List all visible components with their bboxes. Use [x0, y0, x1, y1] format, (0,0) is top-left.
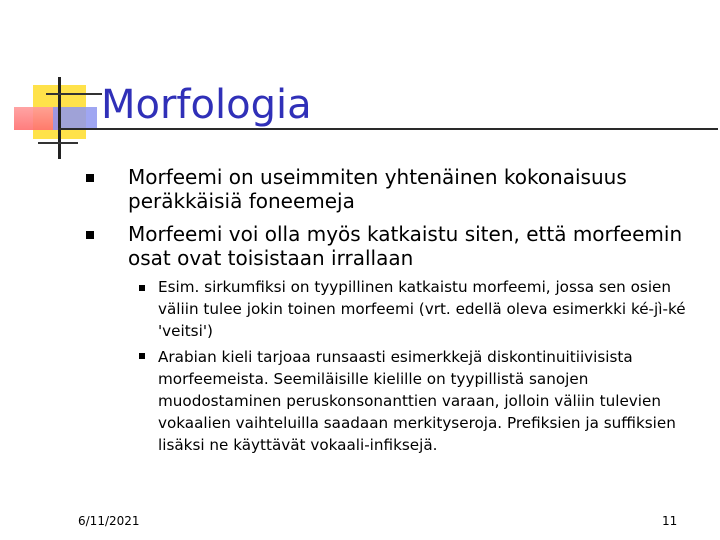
slide-logo-decoration	[0, 0, 100, 170]
logo-red-bar	[14, 107, 58, 130]
footer-date: 6/11/2021	[78, 514, 140, 528]
logo-vertical-line	[58, 77, 61, 159]
footer-page-number: 11	[662, 514, 678, 528]
sub-bullet-square-icon	[139, 353, 145, 359]
sub-bullet-text: Arabian kieli tarjoaa runsaasti esimerkkejä diskontinuitiivisista morfeemeista. Seemiläisille kielille on tyypillistä sanojen muodostaminen peruskonsonanttien varaan, jolloin väliin tulevien vokaalien vaihteluilla saadaan merkityseroja. Prefiksien ja suffiksien lisäksi ne käyttävät vokaali-infiksejä.	[158, 348, 676, 454]
sub-bullet-text: Esim. sirkumfiksi on tyypillinen katkaistu morfeemi, jossa sen osien väliin tulee jokin toinen morfeemi (vrt. edellä oleva esimerkki ké-jì-ké 'veitsi')	[158, 278, 686, 340]
bullet-text: Morfeemi on useimmiten yhtenäinen kokonaisuus peräkkäisiä foneemeja	[128, 165, 627, 213]
sub-bullet-square-icon	[139, 285, 145, 291]
title-underline	[58, 128, 718, 130]
slide-title: Morfologia	[101, 82, 312, 128]
bullet-square-icon	[86, 231, 94, 239]
bullet-square-icon	[86, 174, 94, 182]
logo-horizontal-line	[38, 142, 78, 144]
logo-horizontal-line	[46, 93, 102, 95]
bullet-text: Morfeemi voi olla myös katkaistu siten, että morfeemin osat ovat toisistaan irrallaan	[128, 222, 683, 270]
